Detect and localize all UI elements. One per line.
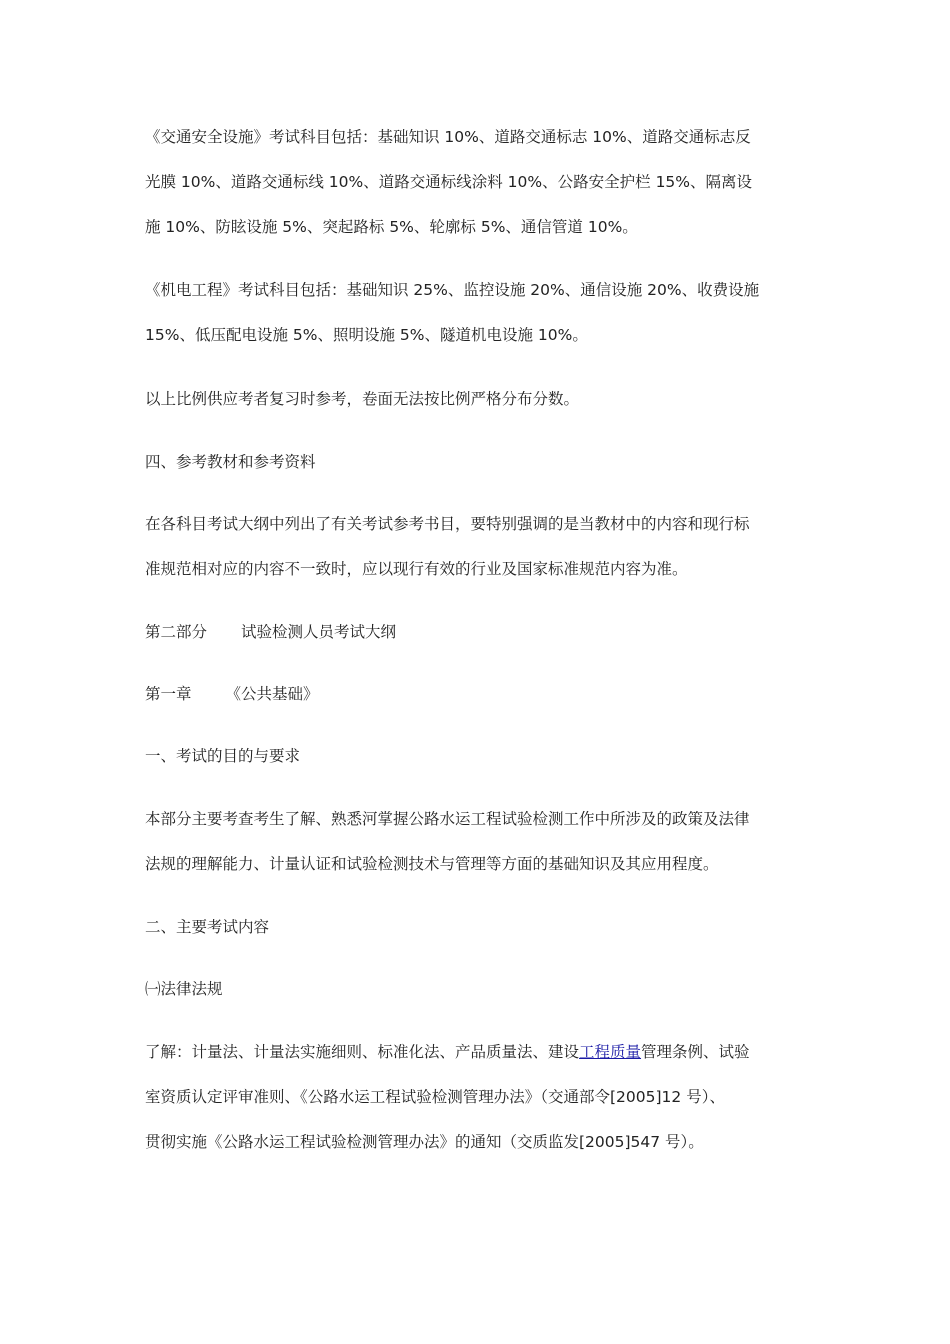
part-label: 第二部分 [145, 623, 208, 641]
text-segment: 了解：计量法、计量法实施细则、标准化法、产品质量法、建设 [145, 1043, 580, 1061]
heading-line [145, 672, 810, 717]
heading-laws-regulations [145, 967, 810, 1012]
heading-text: 一、考试的目的与要求 [145, 747, 301, 765]
heading-exam-purpose [145, 734, 810, 779]
text-line: 本部分主要考查考生了解、熟悉河掌握公路水运工程试验检测工作中所涉及的政策及法律 [145, 810, 750, 828]
heading-text: 二、主要考试内容 [145, 918, 270, 936]
chapter-label: 第一章 [145, 685, 192, 703]
text-line: 室资质认定评审准则、《公路水运工程试验检测管理办法》（交通部令[2005]12 号）、 [145, 1088, 725, 1106]
heading-reference-materials [145, 440, 810, 485]
text-line: 施 10%、防眩设施 5%、突起路标 5%、轮廓标 5%、通信管道 10%。 [145, 218, 638, 236]
paragraph-ratio-note [145, 377, 810, 422]
text-segment: 管理条例、试验 [641, 1043, 750, 1061]
text-line: 《交通安全设施》考试科目包括：基础知识 10%、道路交通标志 10%、道路交通标志反 [145, 128, 751, 146]
text-line [145, 1030, 810, 1075]
text-line: 法规的理解能力、计量认证和试验检测技术与管理等方面的基础知识及其应用程度。 [145, 855, 719, 873]
paragraph-laws-list [145, 1030, 810, 1165]
heading-chapter-one [145, 672, 810, 717]
heading-text: ㈠法律法规 [145, 980, 223, 998]
chapter-title: 《公共基础》 [225, 685, 319, 703]
text-line: 贯彻实施《公路水运工程试验检测管理办法》的通知（交质监发[2005]547 号）。 [145, 1133, 704, 1151]
text-line: 15%、低压配电设施 5%、照明设施 5%、隧道机电设施 10%。 [145, 326, 588, 344]
text-line: 《机电工程》考试科目包括：基础知识 25%、监控设施 20%、通信设施 20%、收费设施 [145, 281, 760, 299]
paragraph-reference-books [145, 502, 810, 592]
heading-exam-content [145, 905, 810, 950]
paragraph-traffic-safety-facilities [145, 115, 810, 250]
text-line: 准规范相对应的内容不一致时，应以现行有效的行业及国家标准规范内容为准。 [145, 560, 688, 578]
text-line: 光膜 10%、道路交通标线 10%、道路交通标线涂料 10%、公路安全护栏 15%、隔离设 [145, 173, 753, 191]
heading-text: 四、参考教材和参考资料 [145, 453, 316, 471]
engineering-quality-link[interactable]: 工程质量 [579, 1043, 642, 1061]
paragraph-exam-purpose [145, 797, 810, 887]
heading-part-two [145, 610, 810, 655]
text-line: 以上比例供应考者复习时参考，卷面无法按比例严格分布分数。 [145, 390, 580, 408]
part-title: 试验检测人员考试大纲 [241, 623, 397, 641]
heading-line [145, 610, 810, 655]
text-line: 在各科目考试大纲中列出了有关考试参考书目，要特别强调的是当教材中的内容和现行标 [145, 515, 750, 533]
paragraph-electromechanical-engineering [145, 268, 810, 358]
